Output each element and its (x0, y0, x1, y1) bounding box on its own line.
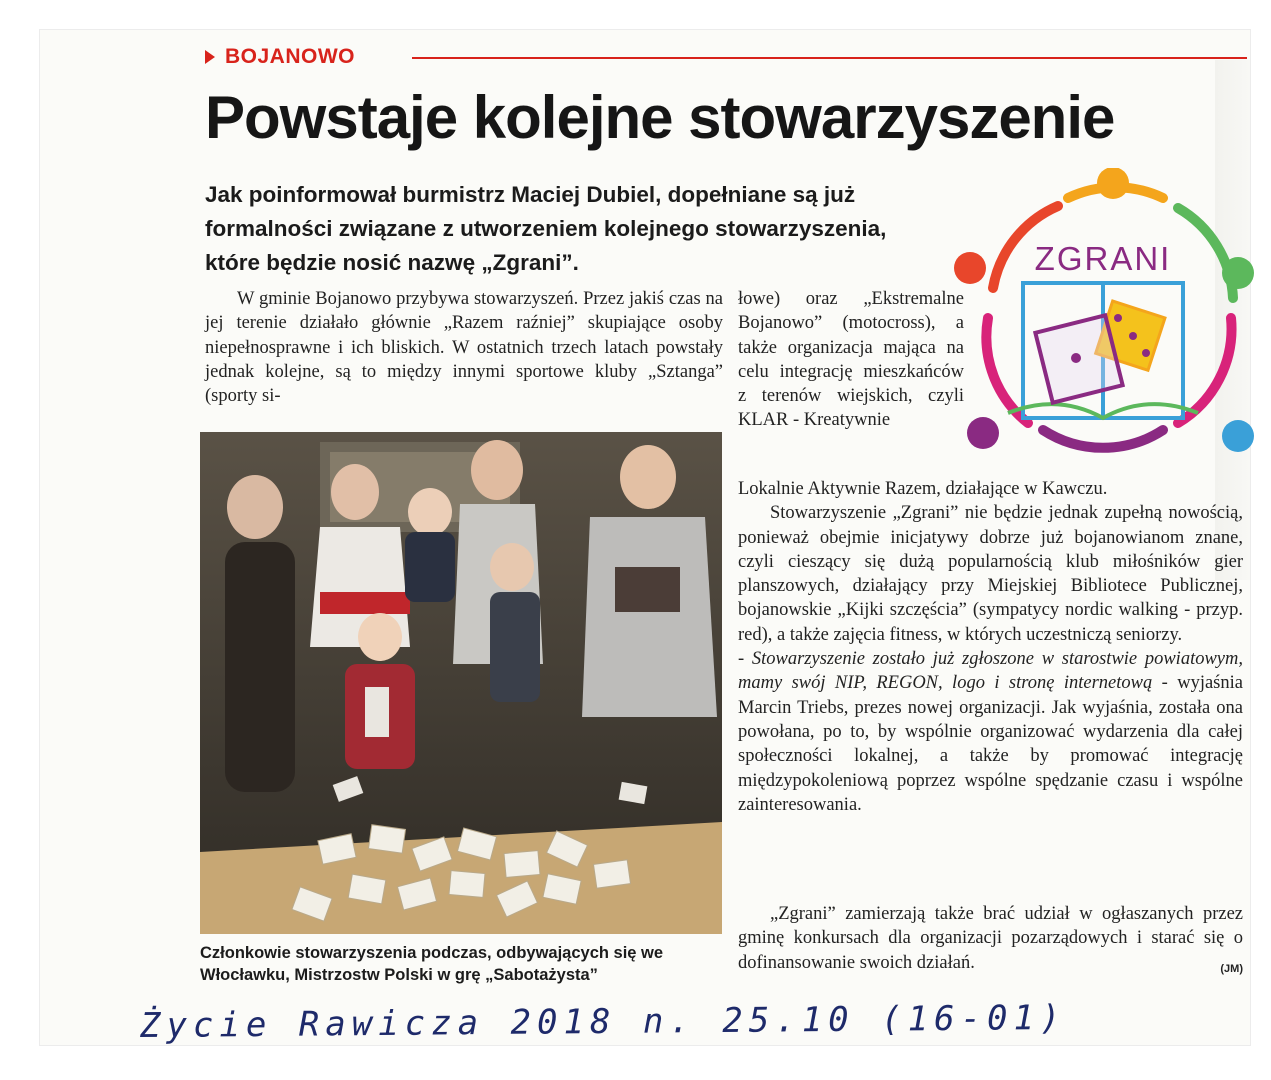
logo-text: ZGRANI (1034, 240, 1172, 277)
triangle-marker-icon (205, 50, 215, 64)
closing-text: „Zgrani” zamierzają także brać udział w ogłaszanych przez gminę konkursach dla organizacji pozarządowych i starać się o dofinansowanie swoich działań. (738, 904, 1243, 973)
section-header (205, 44, 355, 70)
column-1 (205, 287, 723, 408)
handwritten-note: Życie Rawicza 2018 n. 25.10 (16-01) (139, 997, 1067, 1047)
body-paragraph: Stowarzyszenie „Zgrani” nie będzie jednak zupełną nowością, ponieważ obejmie inicjatywy dobrze już bojanowianom znane, czyli cieszący się dużą popularnością klub miłośników gier planszowych, działający przy Miejskiej Bibliotece Publicznej, bojanowskie „Kijki szczęścia” (sympatycy nordic walking - przyp. red), a także zajęcia fitness, w których uczestniczą seniorzy. (738, 503, 1243, 645)
quote-attribution: - wyjaśnia Marcin Triebs, prezes nowej organizacji. Jak wyjaśnia, została ona powołana, po to, by wspólnie organizować wydarzenia dla całej społeczności lokalnej, a także by promować integrację międzypokoleniową poprzez wspólne spędzanie czasu i wspólne zainteresowania. (738, 673, 1243, 815)
body-paragraph: Lokalnie Aktywnie Razem, działające w Kawczu. (738, 479, 1108, 499)
section-label: BOJANOWO (225, 45, 355, 68)
quote-text: - Stowarzyszenie zostało już zgłoszone w starostwie powiatowym, mamy swój NIP, REGON, logo i stronę internetową (738, 649, 1243, 694)
zgrani-logo (948, 168, 1258, 468)
headline: Powstaje kolejne stowarzyszenie (205, 84, 1115, 151)
body-paragraph: łowe) oraz „Ekstremalne Bojanowo” (motocross), a także organizacja mająca na celu integrację mieszkańców z terenów wiejskich, czyli KLAR - Kreatywnie (738, 289, 964, 431)
column-2-top (738, 287, 964, 433)
author-signature: (JM) (1220, 962, 1243, 975)
column-2-last (738, 902, 1243, 981)
section-rule (412, 57, 1247, 59)
lead-paragraph: Jak poinformował burmistrz Maciej Dubiel, dopełniane są już formalności związane z utworzeniem kolejnego stowarzyszenia, które będzie nosić nazwę „Zgrani”. (205, 182, 887, 275)
quote-paragraph (738, 647, 1243, 817)
photo-caption: Członkowie stowarzyszenia podczas, odbywających się we Włocławku, Mistrzostw Polski w grę „Sabotażysta” (200, 944, 664, 984)
body-paragraph: W gminie Bojanowo przybywa stowarzyszeń. Przez jakiś czas na jej terenie działało głównie „Razem raźniej” skupiające osoby niepełnosprawne i ich bliskich. W ostatnich trzech latach powstały jednak kolejne, są to między innymi sportowe kluby „Sztanga” (sporty si- (205, 289, 723, 407)
group-photo (200, 432, 722, 934)
body-paragraph (738, 902, 1243, 975)
column-2-continued (738, 477, 1243, 817)
